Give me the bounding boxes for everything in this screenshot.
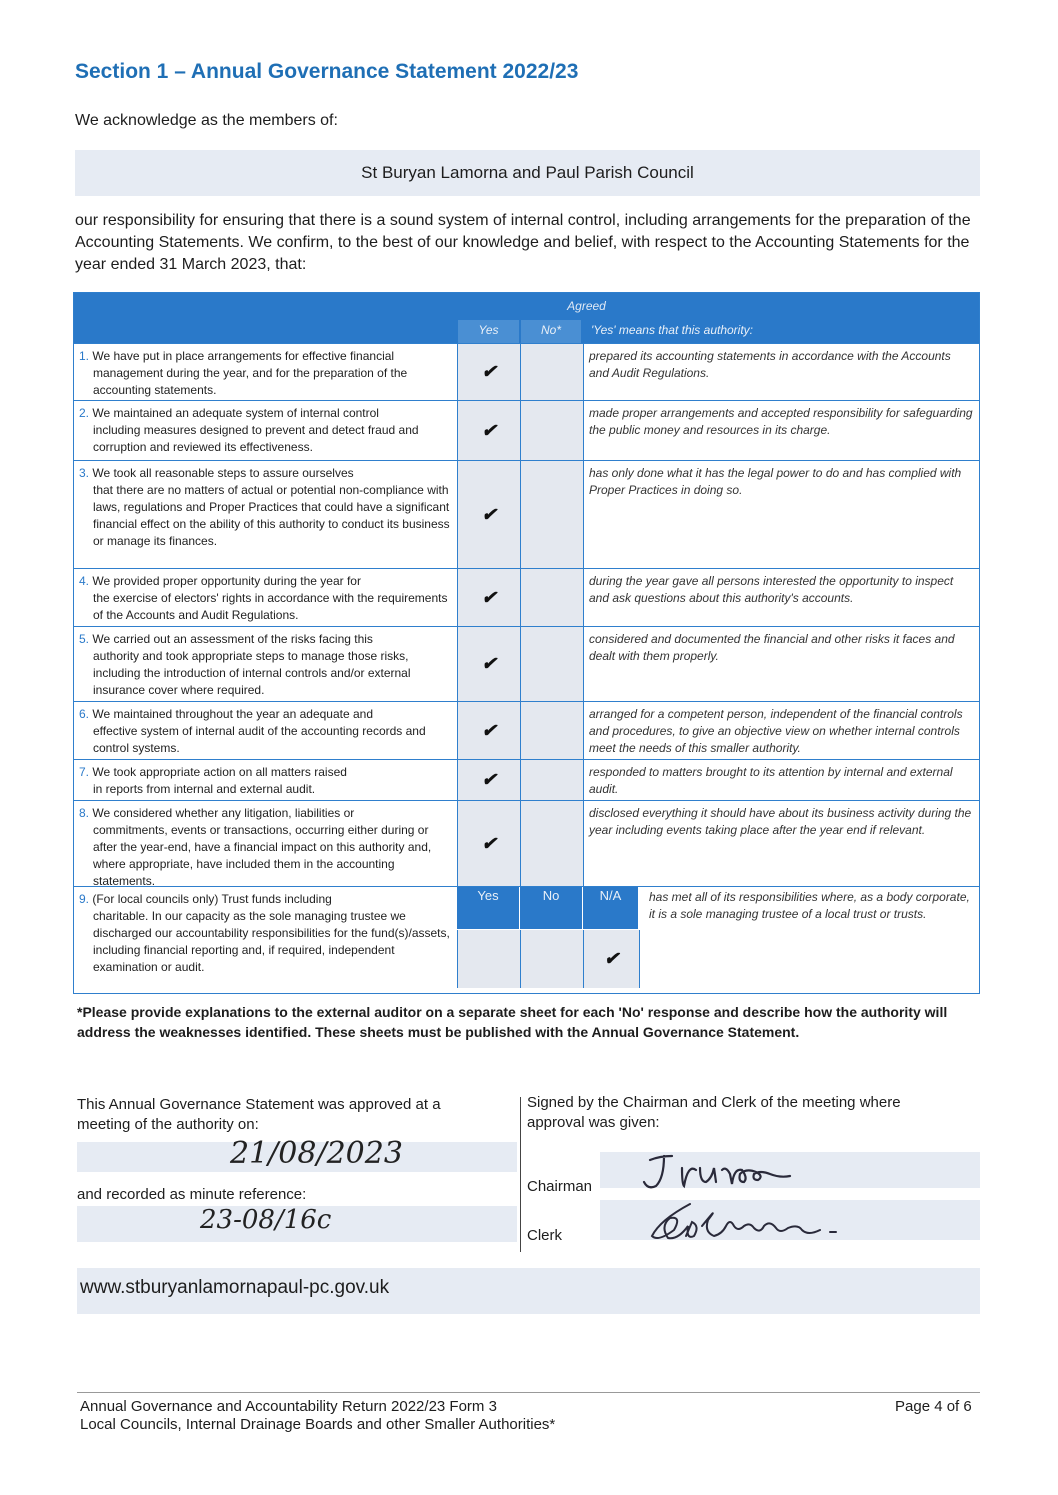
table-row (74, 343, 979, 400)
check-icon: ✔ (481, 769, 497, 790)
statement-rest: authority and took appropriate steps to manage those risks, including the introduction of internal controls and/or external insurance cover where required. (93, 649, 411, 697)
table-row (74, 701, 979, 759)
yes-header: Yes (458, 320, 519, 343)
statement-first-line: We carried out an assessment of the risks facing this (92, 632, 373, 646)
clerk-label: Clerk (527, 1227, 563, 1244)
clerk-signature (630, 1196, 910, 1246)
acknowledge-text: We acknowledge as the members of: (75, 112, 338, 129)
yes-checkbox[interactable] (457, 401, 521, 460)
means-text: arranged for a competent person, independent of the financial controls and procedures, to give an objective view on whether internal controls meet the needs of this smaller authority. (589, 707, 963, 755)
check-icon: ✔ (603, 948, 620, 969)
na-checkbox[interactable] (583, 930, 640, 988)
means-text: during the year gave all persons interested the opportunity to inspect and ask questions about this authority's accounts. (589, 574, 954, 605)
statement-first-line: We considered whether any litigation, liabilities or (92, 806, 355, 820)
statement-rest: commitments, events or transactions, occurring either during or after the year-end, have a financial impact on this authority and, where appropriate, have included them in the accounting statements. (93, 823, 432, 888)
row-number: 2. (79, 406, 90, 420)
statement-text (79, 631, 454, 699)
no-header: No (520, 887, 582, 929)
table-row (74, 800, 979, 886)
divider (520, 1097, 521, 1252)
table-row (74, 400, 979, 460)
statement-first-line: (For local councils only) Trust funds including (92, 892, 332, 906)
statement-text (79, 465, 454, 550)
row-number: 9. (79, 892, 90, 906)
table-row (74, 460, 979, 568)
auditor-note: *Please provide explanations to the external auditor on a separate sheet for each 'No' response and describe how the authority will address the weaknesses identified. These sheets must be published with the Annual Governance Statement. (77, 1004, 948, 1040)
council-name: St Buryan Lamorna and Paul Parish Council (361, 163, 694, 182)
yes-header: Yes (457, 887, 519, 929)
check-icon: ✔ (481, 504, 497, 524)
page-number: Page 4 of 6 (895, 1398, 972, 1415)
row-number: 3. (79, 466, 90, 480)
table-row (74, 568, 979, 626)
minute-reference: 23-08/16c (200, 1205, 332, 1235)
check-icon: ✔ (481, 361, 497, 382)
statement-rest: management during the year, and for the preparation of the accounting statements. (93, 366, 408, 397)
no-checkbox[interactable] (520, 569, 584, 626)
yes-checkbox[interactable] (457, 569, 521, 626)
chairman-label: Chairman (527, 1178, 593, 1195)
statement-first-line: We maintained an adequate system of internal control (92, 406, 379, 420)
check-icon: ✔ (481, 587, 497, 607)
yes-checkbox[interactable] (457, 461, 521, 568)
statement-text (79, 805, 454, 890)
statement-first-line: We maintained throughout the year an adequate and (92, 707, 374, 721)
governance-table (73, 292, 980, 994)
signed-text: Signed by the Chairman and Clerk of the meeting where approval was given: (527, 1094, 901, 1131)
statement-first-line: We took appropriate action on all matters raised (92, 765, 347, 779)
statement-text (79, 405, 454, 456)
approval-date: 21/08/2023 (230, 1136, 403, 1171)
no-checkbox[interactable] (520, 930, 584, 988)
statement-rest: including measures designed to prevent and detect fraud and corruption and reviewed its effectiveness. (93, 423, 419, 454)
no-checkbox[interactable] (520, 627, 584, 701)
row-number: 6. (79, 707, 90, 721)
council-name-field[interactable] (75, 150, 980, 196)
na-header: N/A (583, 887, 638, 929)
no-checkbox[interactable] (520, 760, 584, 800)
means-text: disclosed everything it should have about its business activity during the year including events taking place after the year end if relevant. (589, 806, 972, 837)
footer-divider (77, 1392, 980, 1393)
table-row (74, 626, 979, 701)
check-icon: ✔ (481, 833, 497, 853)
yes-checkbox[interactable] (457, 702, 521, 759)
footer-subtitle: Local Councils, Internal Drainage Boards and other Smaller Authorities* (80, 1416, 556, 1433)
yes-checkbox[interactable] (457, 344, 521, 400)
agreed-header: Agreed (567, 299, 606, 313)
statement-rest: charitable. In our capacity as the sole managing trustee we discharged our accountability responsibilities for the fund(s)/assets, including financial reporting and, if required, independent examination or audit. (93, 909, 450, 974)
website-address: www.stburyanlamornapaul-pc.gov.uk (80, 1277, 390, 1298)
means-header: 'Yes' means that this authority: (591, 323, 753, 337)
statement-text (79, 706, 454, 757)
no-checkbox[interactable] (520, 401, 584, 460)
table-row (74, 886, 979, 993)
minute-label: and recorded as minute reference: (77, 1186, 307, 1203)
statement-first-line: We took all reasonable steps to assure ourselves (92, 466, 354, 480)
means-text: prepared its accounting statements in accordance with the Accounts and Audit Regulations. (589, 349, 951, 380)
no-checkbox[interactable] (520, 461, 584, 568)
means-text: made proper arrangements and accepted responsibility for safeguarding the public money and resources in its charge. (589, 406, 973, 437)
approval-text: This Annual Governance Statement was approved at a meeting of the authority on: (77, 1096, 441, 1133)
table-row (74, 759, 979, 800)
statement-text (79, 891, 454, 976)
statement-text (79, 573, 454, 624)
means-text: considered and documented the financial and other risks it faces and dealt with them properly. (589, 632, 955, 663)
intro-paragraph: our responsibility for ensuring that there is a sound system of internal control, including arrangements for the preparation of the Accounting Statements. We confirm, to the best of our knowledge and belief, with respect to the Accounting Statements for the year ended 31 March 2023, that: (75, 212, 971, 273)
no-checkbox[interactable] (520, 801, 584, 886)
check-icon: ✔ (481, 653, 497, 674)
statement-rest: the exercise of electors' rights in accordance with the requirements of the Accounts and Audit Regulations. (93, 591, 448, 622)
statement-text (79, 348, 454, 399)
statement-rest: in reports from internal and external audit. (93, 782, 316, 796)
row-number: 5. (79, 632, 90, 646)
chairman-signature (630, 1138, 830, 1198)
no-checkbox[interactable] (520, 344, 584, 400)
yes-checkbox[interactable] (457, 627, 521, 701)
check-icon: ✔ (481, 720, 497, 740)
means-text: has only done what it has the legal power to do and has complied with Proper Practices in doing so. (589, 466, 962, 497)
means-text: responded to matters brought to its attention by internal and external audit. (589, 765, 953, 796)
yes-checkbox[interactable] (457, 760, 521, 800)
statement-first-line: We have put in place arrangements for effective financial (92, 349, 395, 363)
row-number: 1. (79, 349, 90, 363)
means-text: has met all of its responsibilities where, as a body corporate, it is a sole managing trustee of a local trust or trusts. (649, 890, 970, 921)
check-icon: ✔ (481, 420, 497, 440)
yes-checkbox[interactable] (457, 801, 521, 886)
row-number: 7. (79, 765, 90, 779)
statement-rest: effective system of internal audit of the accounting records and control systems. (93, 724, 426, 755)
row-number: 8. (79, 806, 90, 820)
page-title: Section 1 – Annual Governance Statement 2022/23 (75, 60, 579, 83)
row-number: 4. (79, 574, 90, 588)
statement-text (79, 764, 454, 798)
statement-first-line: We provided proper opportunity during the year for (92, 574, 361, 588)
no-checkbox[interactable] (520, 702, 584, 759)
yes-checkbox[interactable] (457, 930, 521, 988)
table-header (74, 293, 979, 343)
footer-form-title: Annual Governance and Accountability Return 2022/23 Form 3 (80, 1398, 497, 1415)
no-header: No* (521, 320, 581, 343)
statement-rest: that there are no matters of actual or potential non-compliance with laws, regulations and Proper Practices that could have a significant financial effect on the ability of this authority to conduct its business or manage its finances. (93, 483, 450, 548)
